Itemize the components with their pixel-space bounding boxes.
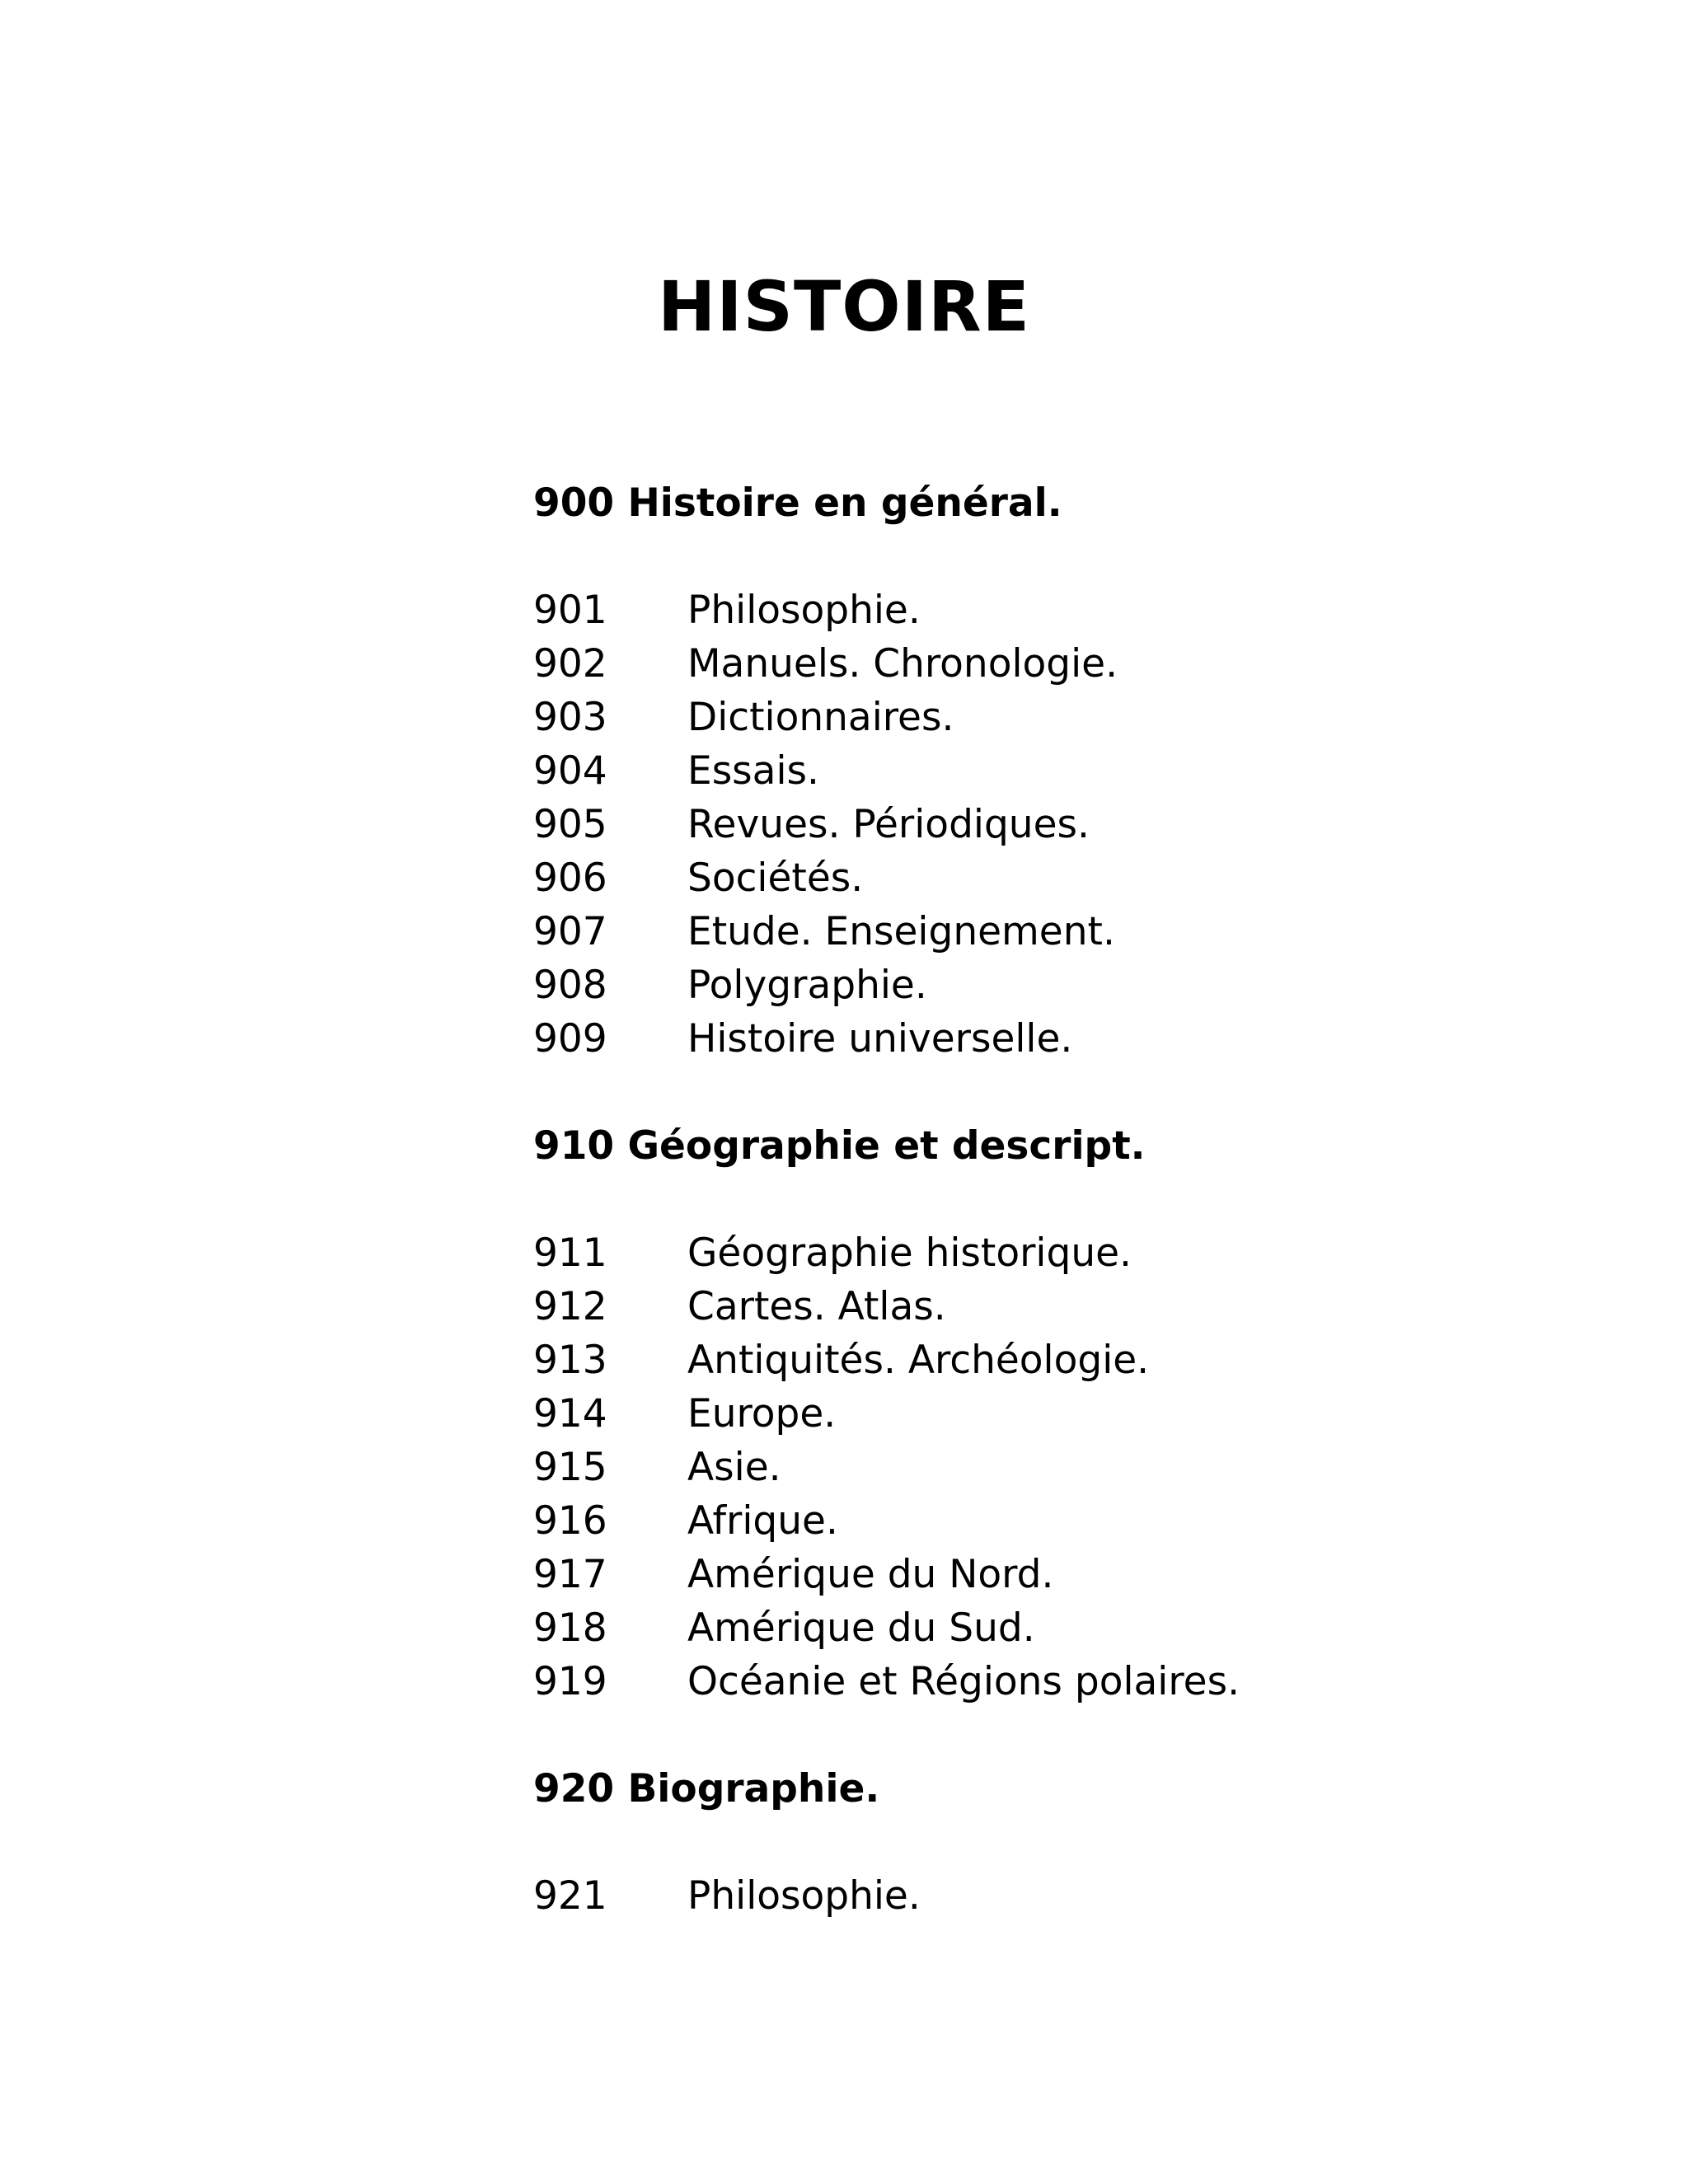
entry-code: 916 — [533, 1498, 607, 1544]
entry-905 — [533, 798, 1605, 851]
entry-902 — [533, 637, 1605, 691]
entry-label: Polygraphie. — [687, 963, 927, 1008]
entry-code: 907 — [533, 909, 607, 954]
section-900 — [533, 476, 1605, 1066]
section-heading: 920 Biographie. — [533, 1766, 880, 1811]
entry-label: Philosophie. — [687, 588, 921, 633]
entry-label: Afrique. — [687, 1498, 838, 1544]
entry-code: 913 — [533, 1338, 607, 1383]
entry-914 — [533, 1387, 1605, 1441]
entry-label: Etude. Enseignement. — [687, 909, 1115, 954]
entry-code: 902 — [533, 641, 607, 687]
entry-label: Essais. — [687, 748, 819, 794]
entry-list — [533, 1226, 1605, 1708]
entry-919 — [533, 1655, 1605, 1708]
section-heading: 900 Histoire en général. — [533, 480, 1062, 526]
entry-label: Dictionnaires. — [687, 695, 954, 740]
page-title: HISTOIRE — [657, 266, 1031, 347]
classification-list — [533, 476, 1605, 1976]
entry-code: 908 — [533, 963, 607, 1008]
entry-911 — [533, 1226, 1605, 1280]
entry-label: Europe. — [687, 1391, 837, 1436]
entry-908 — [533, 958, 1605, 1012]
entry-912 — [533, 1280, 1605, 1333]
entry-915 — [533, 1441, 1605, 1494]
entry-code: 917 — [533, 1552, 607, 1597]
entry-code: 921 — [533, 1873, 607, 1919]
entry-list — [533, 1869, 1605, 1923]
entry-label: Cartes. Atlas. — [687, 1284, 946, 1329]
entry-label: Sociétés. — [687, 855, 864, 901]
entry-code: 901 — [533, 588, 607, 633]
section-heading: 910 Géographie et descript. — [533, 1123, 1146, 1169]
entry-list — [533, 583, 1605, 1066]
entry-907 — [533, 905, 1605, 958]
entry-label: Revues. Périodiques. — [687, 802, 1090, 847]
entry-904 — [533, 744, 1605, 798]
entry-label: Manuels. Chronologie. — [687, 641, 1118, 687]
entry-909 — [533, 1012, 1605, 1066]
entry-label: Amérique du Nord. — [687, 1552, 1054, 1597]
entry-913 — [533, 1333, 1605, 1387]
entry-code: 906 — [533, 855, 607, 901]
section-910 — [533, 1119, 1605, 1708]
entry-901 — [533, 583, 1605, 637]
entry-916 — [533, 1494, 1605, 1548]
entry-917 — [533, 1548, 1605, 1601]
section-920 — [533, 1762, 1605, 1923]
entry-code: 909 — [533, 1016, 607, 1062]
entry-label: Océanie et Régions polaires. — [687, 1659, 1240, 1704]
entry-code: 912 — [533, 1284, 607, 1329]
entry-code: 904 — [533, 748, 607, 794]
entry-code: 919 — [533, 1659, 607, 1704]
entry-label: Philosophie. — [687, 1873, 921, 1919]
entry-code: 903 — [533, 695, 607, 740]
entry-label: Histoire universelle. — [687, 1016, 1073, 1062]
entry-code: 911 — [533, 1230, 607, 1276]
entry-code: 905 — [533, 802, 607, 847]
entry-label: Antiquités. Archéologie. — [687, 1338, 1150, 1383]
entry-code: 915 — [533, 1445, 607, 1490]
entry-903 — [533, 691, 1605, 744]
entry-921 — [533, 1869, 1605, 1923]
entry-code: 918 — [533, 1605, 607, 1651]
entry-906 — [533, 851, 1605, 905]
entry-label: Asie. — [687, 1445, 781, 1490]
entry-label: Amérique du Sud. — [687, 1605, 1035, 1651]
entry-label: Géographie historique. — [687, 1230, 1132, 1276]
entry-code: 914 — [533, 1391, 607, 1436]
entry-918 — [533, 1601, 1605, 1655]
